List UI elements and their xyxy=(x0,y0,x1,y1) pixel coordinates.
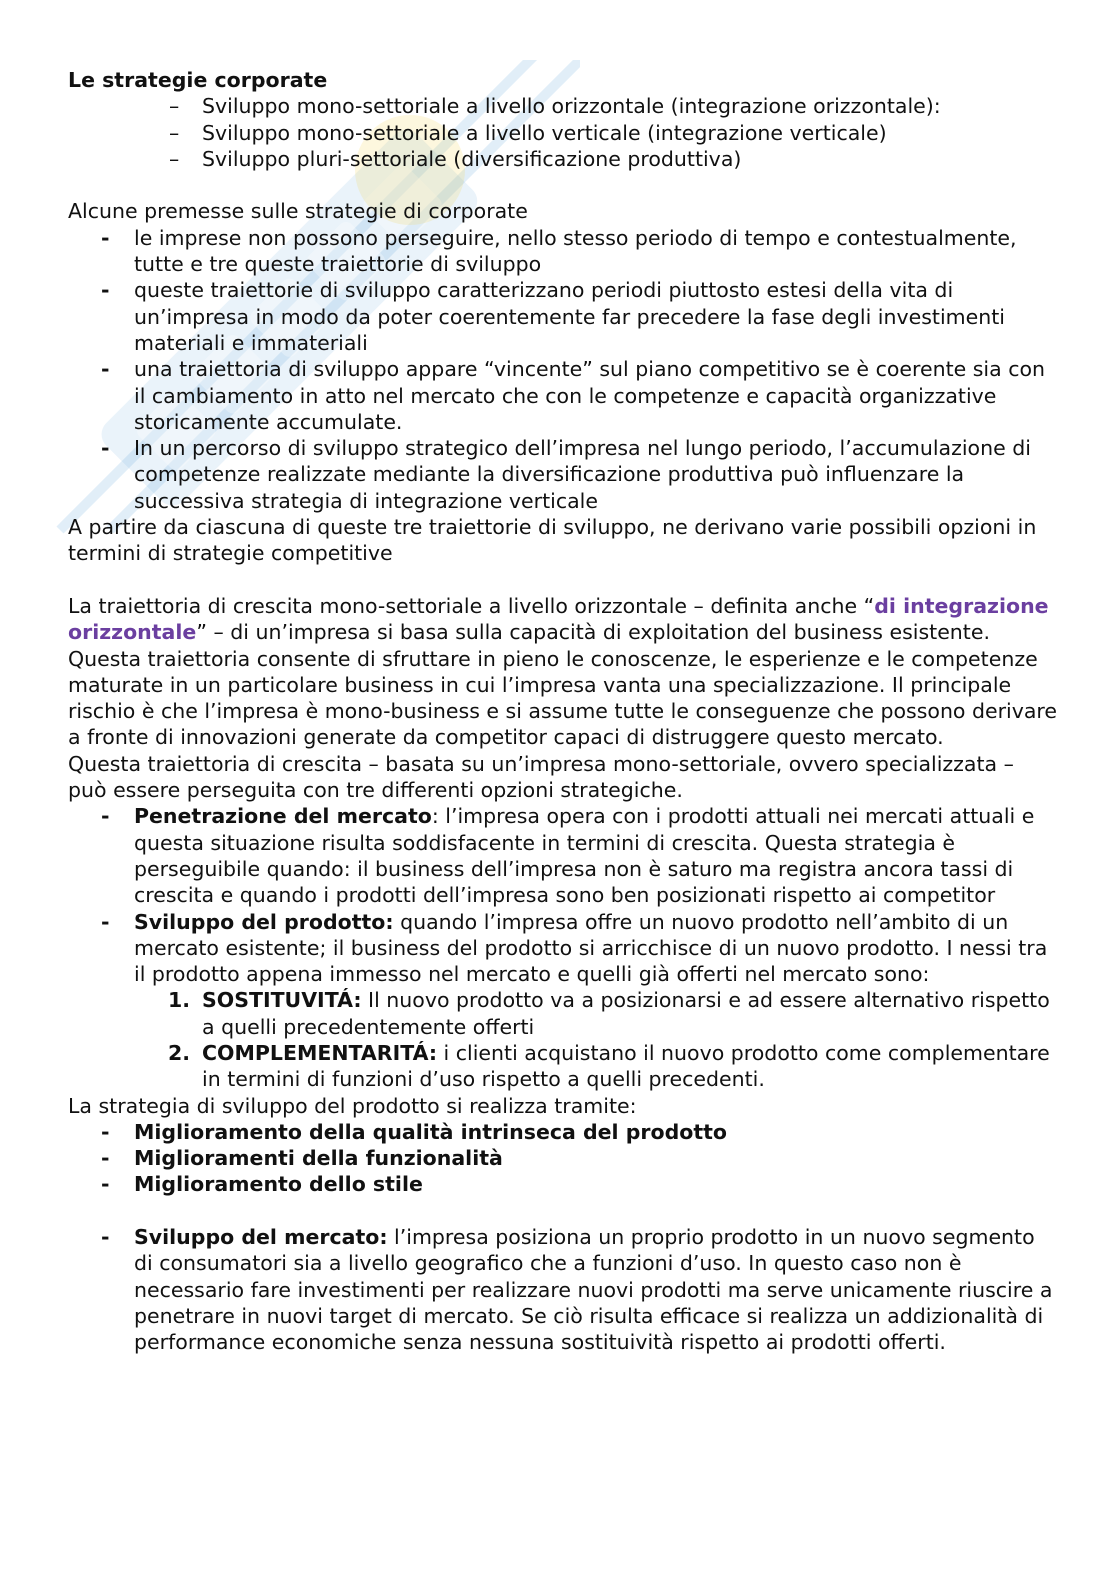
list-item: - Miglioramento della qualità intrinseca del prodotto xyxy=(68,1119,1058,1145)
list-item-sviluppo-mercato: - Sviluppo del mercato: l’impresa posiziona un proprio prodotto in un nuovo segmento di consumatori sia a livello geografico che a funzioni d’uso. In questo caso non è necessario fare investimenti per realizzare nuovi prodotti ma serve unicamente riuscire a penetrare in nuovi target di mercato. Se ciò risulta efficace si realizza un addizionalità di performance economiche senza nessuna sostituività rispetto ai prodotti offerti. xyxy=(68,1224,1058,1355)
tramite-list xyxy=(68,1119,1058,1198)
paragraph: Questa traiettoria consente di sfruttare in pieno le conoscenze, le esperienze e le competenze maturate in un particolare business in cui l’impresa vanta una specializzazione. Il principale rischio è che l’impresa è mono-business e si assume tutte le conseguenze che possono derivare a fronte di innovazioni generate da competitor capaci di distruggere questo mercato. xyxy=(68,646,1058,750)
sviluppo-mercato-list xyxy=(68,1224,1058,1355)
list-item: - una traiettoria di sviluppo appare “vincente” sul piano competitivo se è coerente sia con il cambiamento in atto nel mercato che con le competenze e capacità organizzative storicamente accumulate. xyxy=(68,356,1058,435)
premesse-outro: A partire da ciascuna di queste tre traiettorie di sviluppo, ne derivano varie possibili opzioni in termini di strategie competitive xyxy=(68,515,1037,566)
list-item: – Sviluppo pluri-settoriale (diversificazione produttiva) xyxy=(68,146,1058,172)
traiettoria-paragraph: La traiettoria di crescita mono-settoriale a livello orizzontale – definita anche “di integrazione orizzontale” – di un’impresa si basa sulla capacità di exploitation del business esistente. xyxy=(68,593,1049,645)
list-item: - Miglioramento dello stile xyxy=(68,1171,1058,1197)
list-item: - queste traiettorie di sviluppo caratterizzano periodi piuttosto estesi della vita di un’impresa in modo da poter coerentemente far precedere la fase degli investimenti materiali e immateriali xyxy=(68,277,1058,356)
nessi-list xyxy=(68,987,1058,1092)
list-item: 1. SOSTITUVITÁ: Il nuovo prodotto va a posizionarsi e ad essere alternativo rispetto a quelli precedentemente offerti xyxy=(168,988,1050,1039)
list-item: – Sviluppo mono-settoriale a livello verticale (integrazione verticale) xyxy=(68,120,1058,146)
corporate-strategies-list xyxy=(68,93,1058,172)
opzioni-strategiche-list xyxy=(68,803,1058,987)
list-item: – Sviluppo mono-settoriale a livello orizzontale (integrazione orizzontale): xyxy=(68,93,1058,119)
premesse-intro: Alcune premesse sulle strategie di corporate xyxy=(68,199,528,224)
list-item-sviluppo-prodotto: - Sviluppo del prodotto: quando l’impresa offre un nuovo prodotto nell’ambito di un mercato esistente; il business del prodotto si arricchisce di un nuovo prodotto. I nessi tra il prodotto appena immesso nel mercato e quelli già offerti nel mercato sono: xyxy=(68,909,1058,988)
page-title: Le strategie corporate xyxy=(68,68,328,92)
paragraph: Questa traiettoria di crescita – basata su un’impresa mono-settoriale, ovvero specializzata – può essere perseguita con tre differenti opzioni strategiche. xyxy=(68,751,1014,803)
list-item: - In un percorso di sviluppo strategico dell’impresa nel lungo periodo, l’accumulazione di competenze realizzate mediante la diversificazione produttiva può influenzare la successiva strategia di integrazione verticale xyxy=(68,435,1058,514)
premesse-list xyxy=(68,225,1058,514)
list-item: - le imprese non possono perseguire, nello stesso periodo di tempo e contestualmente, tutte e tre queste traiettorie di sviluppo xyxy=(68,225,1058,278)
list-item: - Miglioramenti della funzionalità xyxy=(68,1145,1058,1171)
list-item: 2. COMPLEMENTARITÁ: i clienti acquistano il nuovo prodotto come complementare in termini di funzioni d’uso rispetto a quelli precedenti. xyxy=(168,1040,1050,1092)
list-item-penetrazione: - Penetrazione del mercato: l’impresa opera con i prodotti attuali nei mercati attuali e questa situazione risulta soddisfacente in termini di crescita. Questa strategia è perseguibile quando: il business dell’impresa non è saturo ma registra ancora tassi di crescita e quando i prodotti dell’impresa sono ben posizionati rispetto ai competitor xyxy=(68,803,1058,908)
tramite-intro: La strategia di sviluppo del prodotto si realizza tramite: xyxy=(68,1093,637,1118)
highlight-term: di integrazione orizzontale xyxy=(68,593,1049,645)
document-body xyxy=(68,67,1058,1356)
